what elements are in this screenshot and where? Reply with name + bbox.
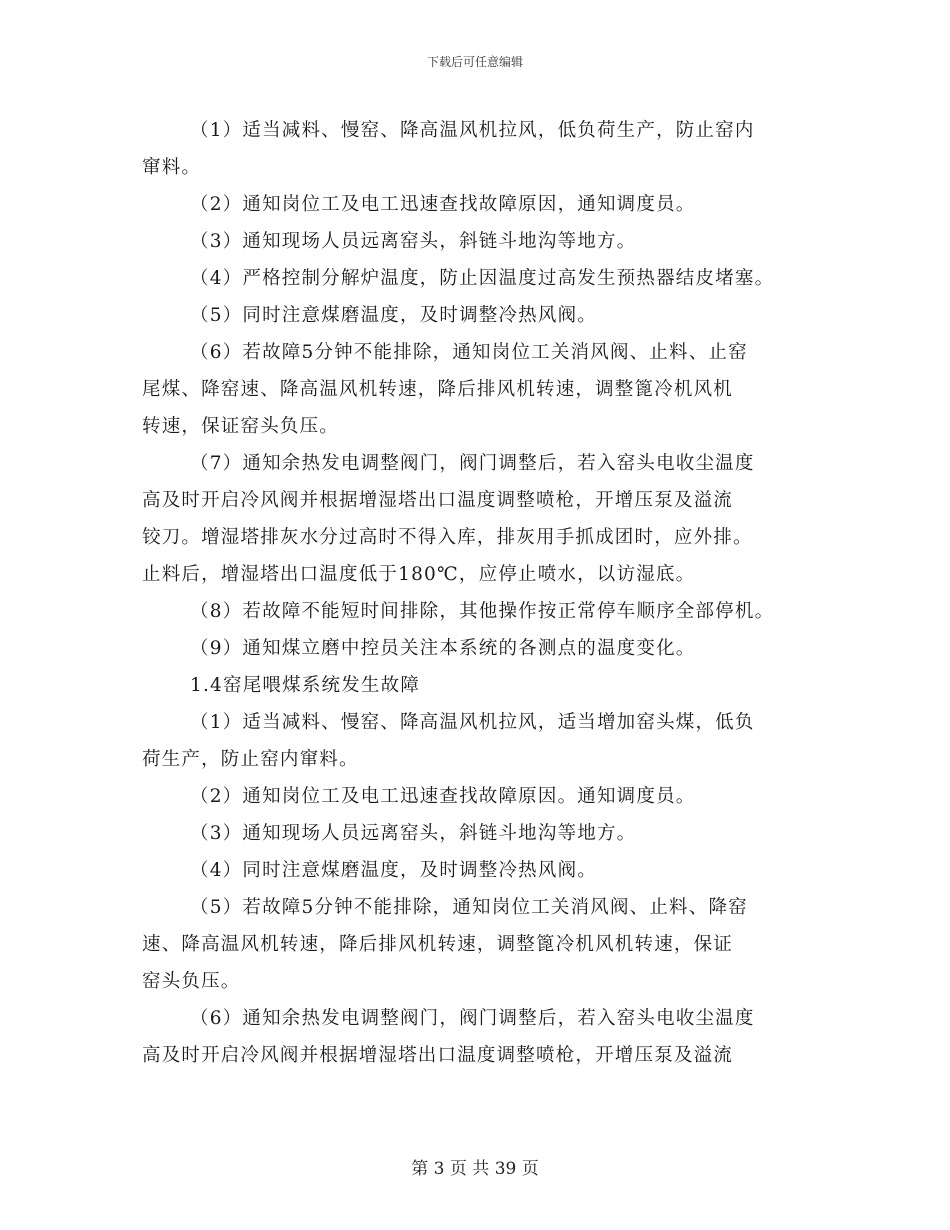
text-line: 荷生产，防止窑内窜料。 <box>142 749 359 770</box>
text-line: 高及时开启冷风阀并根据增湿塔出口温度调整喷枪，开增压泵及溢流 <box>142 1045 734 1066</box>
document-body <box>142 112 810 1074</box>
text-line: （2）通知岗位工及电工迅速查找故障原因。通知调度员。 <box>190 786 696 807</box>
text-line: 速、降高温风机转速，降后排风机转速，调整篦冷机风机转速，保证 <box>142 934 734 955</box>
text-line: （6）若故障5分钟不能排除，通知岗位工关消风阀、止料、止窑 <box>190 342 748 363</box>
text-line: （9）通知煤立磨中控员关注本系统的各测点的温度变化。 <box>190 638 696 659</box>
page-footer: 第 3 页 共 39 页 <box>411 1159 539 1179</box>
text-line: （8）若故障不能短时间排除，其他操作按正常停车顺序全部停机。 <box>190 601 775 622</box>
text-line: 转速，保证窑头负压。 <box>142 416 340 437</box>
text-line: （3）通知现场人员远离窑头，斜链斗地沟等地方。 <box>190 231 637 252</box>
text-line: （7）通知余热发电调整阀门，阀门调整后，若入窑头电收尘温度 <box>190 453 755 474</box>
text-line: （5）同时注意煤磨温度，及时调整冷热风阀。 <box>190 305 597 326</box>
text-line: 窑头负压。 <box>142 971 241 992</box>
page-header: 下载后可任意编辑 <box>426 55 523 69</box>
text-line: 1.4窑尾喂煤系统发生故障 <box>190 675 421 696</box>
text-line: （1）适当减料、慢窑、降高温风机拉风，适当增加窑头煤，低负 <box>190 712 755 733</box>
text-line: （3）通知现场人员远离窑头，斜链斗地沟等地方。 <box>190 823 637 844</box>
text-line: （1）适当减料、慢窑、降高温风机拉风，低负荷生产，防止窑内 <box>190 120 755 141</box>
text-line: 高及时开启冷风阀并根据增湿塔出口温度调整喷枪，开增压泵及溢流 <box>142 490 734 511</box>
text-line: 止料后，增湿塔出口温度低于180℃，应停止喷水，以访湿底。 <box>142 564 696 585</box>
text-line: （5）若故障5分钟不能排除，通知岗位工关消风阀、止料、降窑 <box>190 897 748 918</box>
text-line: （6）通知余热发电调整阀门，阀门调整后，若入窑头电收尘温度 <box>190 1008 755 1029</box>
text-line: 窜料。 <box>142 157 202 178</box>
text-line: （4）同时注意煤磨温度，及时调整冷热风阀。 <box>190 860 597 881</box>
text-line: （2）通知岗位工及电工迅速查找故障原因，通知调度员。 <box>190 194 696 215</box>
text-line: （4）严格控制分解炉温度，防止因温度过高发生预热器结皮堵塞。 <box>190 268 775 289</box>
text-line: 尾煤、降窑速、降高温风机转速，降后排风机转速，调整篦冷机风机 <box>142 379 734 400</box>
text-line: 铰刀。增湿塔排灰水分过高时不得入库，排灰用手抓成团时，应外排。 <box>142 527 753 548</box>
